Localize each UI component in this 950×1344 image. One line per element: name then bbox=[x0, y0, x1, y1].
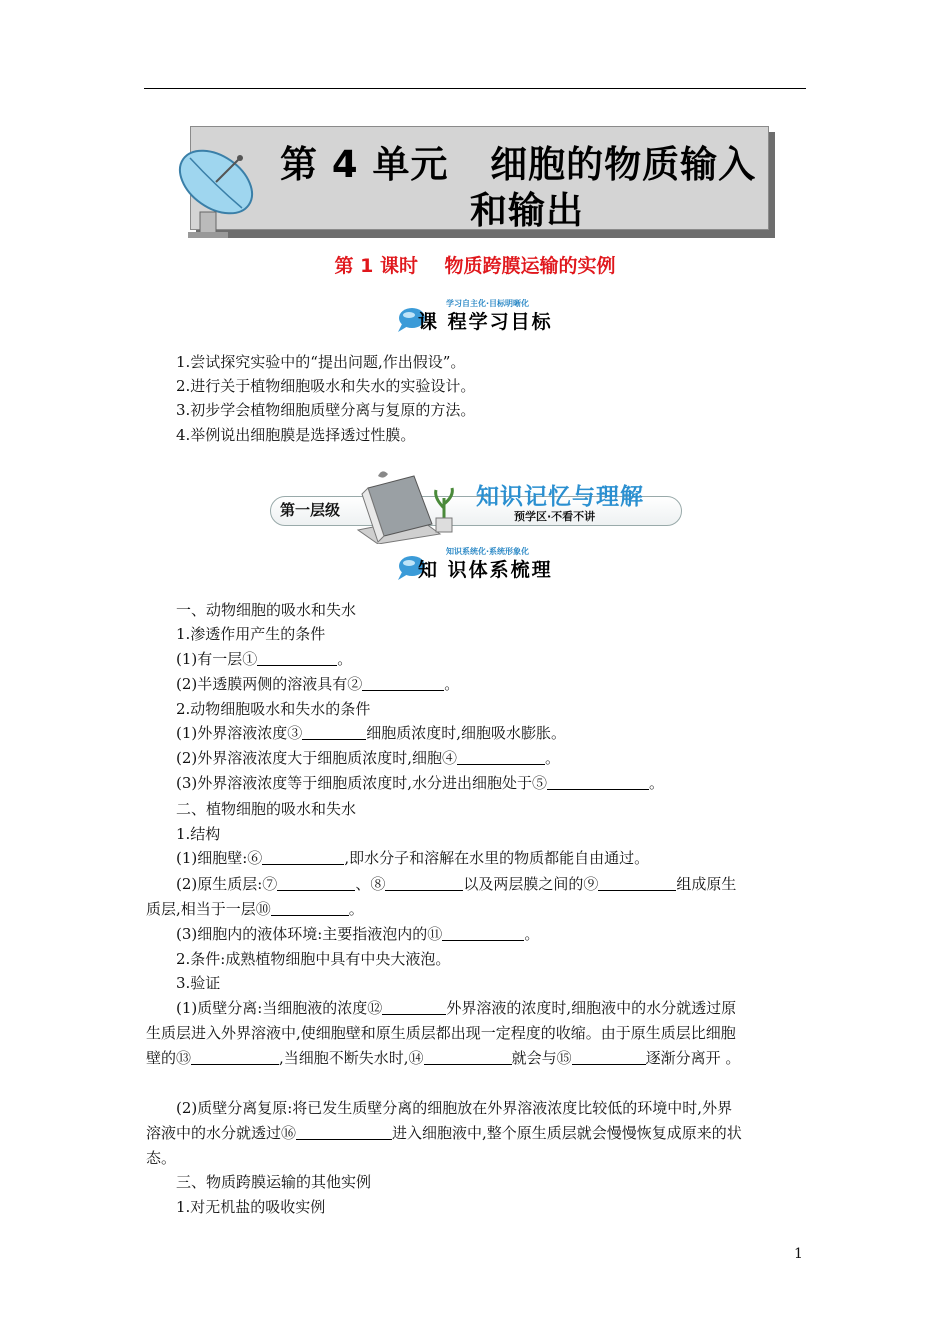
lesson-title: 第 1 课时 物质跨膜运输的实例 bbox=[334, 255, 616, 277]
goal-item: 4.举例说出细胞膜是选择透过性膜。 bbox=[176, 426, 416, 444]
level-banner bbox=[270, 478, 684, 544]
page-number: 1 bbox=[794, 1246, 803, 1262]
text: 质层,相当于一层⑩ bbox=[146, 900, 271, 918]
text: (2)外界溶液浓度大于细胞质浓度时,细胞④ bbox=[176, 749, 458, 767]
text: 外界溶液的浓度时,细胞液中的水分就透过原 bbox=[446, 999, 737, 1017]
fill-line bbox=[176, 746, 560, 770]
text: (1)质壁分离:当细胞液的浓度⑫ bbox=[176, 999, 383, 1017]
text: 壁的⑬ bbox=[146, 1049, 192, 1067]
text-line: (2)质壁分离复原:将已发生质壁分离的细胞放在外界溶液浓度比较低的环境中时,外界 bbox=[176, 1099, 733, 1117]
answer-blank-12[interactable] bbox=[382, 998, 446, 1015]
unit-banner bbox=[170, 124, 775, 242]
answer-blank-14[interactable] bbox=[424, 1048, 512, 1065]
answer-blank-15[interactable] bbox=[572, 1048, 646, 1065]
text-line: 1.对无机盐的吸收实例 bbox=[176, 1198, 326, 1216]
text-line: 3.验证 bbox=[176, 974, 221, 992]
unit-title-line1: 第 4 单元 细胞的物质输入 bbox=[280, 143, 757, 186]
heading-other-examples: 三、物质跨膜运输的其他实例 bbox=[176, 1173, 372, 1191]
answer-blank-5[interactable] bbox=[547, 773, 649, 790]
book-plant-icon bbox=[348, 468, 468, 544]
answer-blank-10[interactable] bbox=[271, 899, 349, 916]
answer-blank-7[interactable] bbox=[277, 874, 355, 891]
text: 就会与⑮ bbox=[511, 1049, 572, 1067]
answer-blank-2[interactable] bbox=[362, 674, 444, 691]
answer-blank-6[interactable] bbox=[262, 848, 344, 865]
text: 、⑧ bbox=[355, 875, 386, 893]
heading-plant-cell: 二、植物细胞的吸水和失水 bbox=[176, 800, 357, 818]
answer-blank-1[interactable] bbox=[257, 649, 337, 666]
fill-line bbox=[176, 872, 736, 896]
section-heading-knowledge bbox=[396, 546, 566, 586]
text: 溶液中的水分就透过⑯ bbox=[146, 1124, 297, 1142]
header-rule bbox=[144, 88, 806, 89]
answer-blank-13[interactable] bbox=[191, 1048, 279, 1065]
text: (2)原生质层:⑦ bbox=[176, 875, 278, 893]
text: (1)细胞壁:⑥ bbox=[176, 849, 263, 867]
text: 。 bbox=[649, 774, 665, 792]
level-name: 第一层级 bbox=[280, 501, 341, 519]
text: 。 bbox=[524, 925, 540, 943]
text: (1)有一层① bbox=[176, 650, 258, 668]
answer-blank-8[interactable] bbox=[385, 874, 463, 891]
text: 细胞质浓度时,细胞吸水膨胀。 bbox=[366, 724, 567, 742]
fill-line bbox=[176, 647, 352, 671]
level-title: 知识记忆与理解 bbox=[476, 484, 644, 510]
text: 进入细胞液中,整个原生质层就会慢慢恢复成原来的状 bbox=[392, 1124, 742, 1142]
heading-animal-cell: 一、动物细胞的吸水和失水 bbox=[176, 601, 357, 619]
fill-line bbox=[176, 721, 566, 745]
text: (1)外界溶液浓度③ bbox=[176, 724, 303, 742]
fill-line bbox=[146, 1046, 740, 1070]
text: (3)外界溶液浓度等于细胞质浓度时,水分进出细胞处于⑤ bbox=[176, 774, 548, 792]
text-line: 2.条件:成熟植物细胞中具有中央大液泡。 bbox=[176, 950, 451, 968]
text: 。 bbox=[545, 749, 561, 767]
text: 逐渐分离开 。 bbox=[645, 1049, 741, 1067]
fill-line bbox=[176, 922, 539, 946]
goal-item: 1.尝试探究实验中的“提出问题,作出假设”。 bbox=[176, 353, 466, 371]
section-tagline: 学习自主化·目标明晰化 bbox=[446, 299, 530, 308]
answer-blank-4[interactable] bbox=[457, 748, 545, 765]
text-line: 生质层进入外界溶液中,使细胞壁和原生质层都出现一定程度的收缩。由于原生质层比细胞 bbox=[146, 1024, 736, 1042]
unit-title-line2: 和输出 bbox=[470, 189, 584, 232]
text: ,即水分子和溶解在水里的物质都能自由通过。 bbox=[344, 849, 650, 867]
text-line: 1.渗透作用产生的条件 bbox=[176, 625, 326, 643]
answer-blank-11[interactable] bbox=[442, 924, 524, 941]
section-heading-goals bbox=[396, 298, 566, 338]
fill-line bbox=[176, 672, 459, 696]
text: (2)半透膜两侧的溶液具有② bbox=[176, 675, 363, 693]
text: 组成原生 bbox=[676, 875, 737, 893]
satellite-dish-icon bbox=[170, 138, 270, 242]
text: 。 bbox=[348, 900, 364, 918]
text: (3)细胞内的液体环境:主要指液泡内的⑪ bbox=[176, 925, 443, 943]
text: 。 bbox=[444, 675, 460, 693]
goal-item: 3.初步学会植物细胞质壁分离与复原的方法。 bbox=[176, 401, 476, 419]
answer-blank-16[interactable] bbox=[296, 1123, 392, 1140]
fill-line bbox=[146, 897, 364, 921]
fill-line bbox=[146, 1121, 742, 1145]
text-line: 态。 bbox=[146, 1149, 177, 1167]
section-title: 知 识体系梳理 bbox=[418, 559, 553, 581]
text-line: 2.动物细胞吸水和失水的条件 bbox=[176, 700, 371, 718]
answer-blank-3[interactable] bbox=[302, 723, 366, 740]
section-tagline: 知识系统化·系统形象化 bbox=[446, 547, 530, 556]
fill-line bbox=[176, 996, 736, 1020]
text: ,当细胞不断失水时,⑭ bbox=[279, 1049, 424, 1067]
goal-item: 2.进行关于植物细胞吸水和失水的实验设计。 bbox=[176, 377, 476, 395]
text-line: 1.结构 bbox=[176, 825, 221, 843]
level-subtitle: 预学区·不看不讲 bbox=[514, 510, 596, 523]
answer-blank-9[interactable] bbox=[598, 874, 676, 891]
section-title: 课 程学习目标 bbox=[418, 311, 553, 333]
fill-line bbox=[176, 846, 649, 870]
text: 以及两层膜之间的⑨ bbox=[463, 875, 599, 893]
text: 。 bbox=[337, 650, 353, 668]
fill-line bbox=[176, 771, 664, 795]
